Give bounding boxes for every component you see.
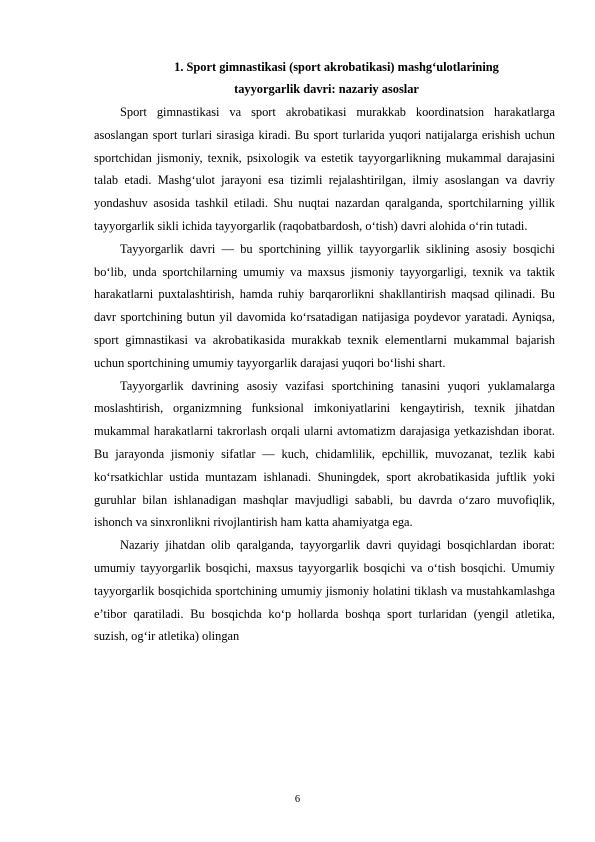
body-text	[94, 101, 555, 648]
paragraph-1: Sport gimnastikasi va sport akrobatikasi murakkab koordinatsion harakatlarga asoslangan sport turlari sirasiga kiradi. Bu sport turlarida yuqori natijalarga erishish uchun sportchidan jismoniy, texnik, psixologik va estetik tayyorgarlikning mukammal darajasini talab etadi. Mashg‘ulot jarayoni esa tizimli rejalashtirilgan, ilmiy asoslangan va davriy yondashuv asosida tashkil etiladi. Shu nuqtai nazardan qaralganda, sportchilarning yillik tayyorgarlik sikli ichida tayyorgarlik (raqobatbardosh, o‘tish) davri alohida o‘rin tutadi.	[94, 105, 555, 233]
page-number: 6	[294, 794, 301, 805]
paragraph-4: Nazariy jihatdan olib qaralganda, tayyorgarlik davri quyidagi bosqichlardan iborat: umumiy tayyorgarlik bosqichi, maxsus tayyorgarlik bosqichi va o‘tish bosqichi. Umumiy tayyorgarlik bosqichida sportchining umumiy jismoniy holatini tiklash va mustahkamlashga e’tibor qaratiladi. Bu bosqichda ko‘p hollarda boshqa sport turlaridan (yengil atletika, suzish, og‘ir atletika) olingan	[94, 538, 555, 644]
section-title-line-2: tayyorgarlik davri: nazariy asoslar	[234, 82, 419, 96]
section-title-line-1: 1. Sport gimnastikasi (sport akrobatikasi) mashg‘ulotlarining	[174, 60, 499, 74]
paragraph-2: Tayyorgarlik davri — bu sportchining yillik tayyorgarlik siklining asosiy bosqichi bo‘lib, unda sportchilarning umumiy va maxsus jismoniy tayyorgarligi, texnik va taktik harakatlarni puxtalashtirish, hamda ruhiy barqarorlikni shakllantirish maqsad qilinadi. Bu davr sportchining butun yil davomida ko‘rsatadigan natijasiga poydevor yaratadi. Ayniqsa, sport gimnastikasi va akrobatikasida murakkab texnik elementlarni mukammal bajarish uchun sportchining umumiy tayyorgarlik darajasi yuqori bo‘lishi shart.	[94, 241, 555, 370]
paragraph-3: Tayyorgarlik davrining asosiy vazifasi sportchining tanasini yuqori yuklamalarga moslashtirish, organizmning funksional imkoniyatlarini kengaytirish, texnik jihatdan mukammal harakatlarni takrorlash orqali ularni avtomatizm darajasiga yetkazishdan iborat. Bu jarayonda jismoniy sifatlar — kuch, chidamlilik, epchillik, muvozanat, tezlik kabi ko‘rsatkichlar ustida muntazam ishlanadi. Shuningdek, sport akrobatikasida juftlik yoki guruhlar bilan ishlanadigan mashqlar mavjudligi sababli, bu davrda o‘zaro muvofiqlik, ishonch va sinxronlikni rivojlantirish ham katta ahamiyatga ega.	[94, 378, 555, 530]
